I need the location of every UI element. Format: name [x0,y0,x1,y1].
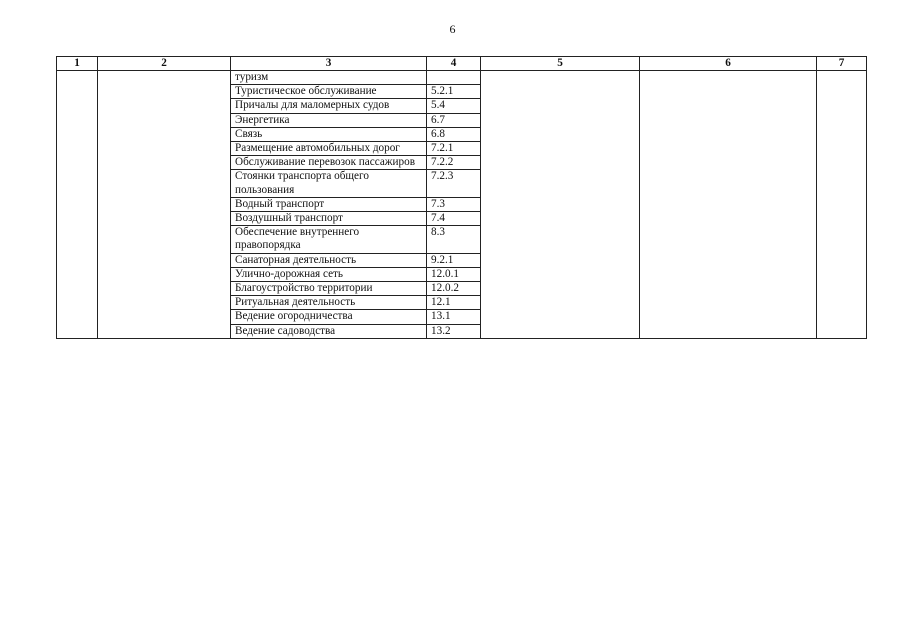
land-use-name-cell: Обслуживание перевозок пассажиров [231,156,427,170]
land-use-code-cell: 8.3 [427,226,481,253]
land-use-code-cell: 5.4 [427,99,481,113]
land-use-code-cell: 7.2.3 [427,170,481,197]
land-use-name-cell: Улично-дорожная сеть [231,267,427,281]
land-use-code-cell: 12.0.1 [427,267,481,281]
land-use-code-cell [427,71,481,85]
land-use-name-cell: Связь [231,127,427,141]
land-use-name-cell: туризм [231,71,427,85]
land-use-name-cell: Ведение огородничества [231,310,427,324]
land-use-name-cell: Воздушный транспорт [231,212,427,226]
column-5-cell [481,71,640,339]
column-header-6: 6 [640,57,817,71]
land-use-code-cell: 7.4 [427,212,481,226]
land-use-code-cell: 6.7 [427,113,481,127]
land-use-code-cell: 12.1 [427,296,481,310]
land-use-code-cell: 7.2.1 [427,142,481,156]
land-use-name-cell: Ритуальная деятельность [231,296,427,310]
land-use-code-cell: 7.3 [427,197,481,211]
land-use-code-cell: 9.2.1 [427,253,481,267]
land-use-code-cell: 13.1 [427,310,481,324]
column-header-5: 5 [481,57,640,71]
land-use-table [56,56,867,339]
land-use-name-cell: Причалы для маломерных судов [231,99,427,113]
table-row [57,71,867,85]
column-1-cell [57,71,98,339]
land-use-name-cell: Стоянки транспорта общего пользования [231,170,427,197]
land-use-name-cell: Туристическое обслуживание [231,85,427,99]
land-use-code-cell: 5.2.1 [427,85,481,99]
land-use-code-cell: 7.2.2 [427,156,481,170]
land-use-name-cell: Размещение автомобильных дорог [231,142,427,156]
column-2-cell [98,71,231,339]
column-header-4: 4 [427,57,481,71]
land-use-name-cell: Энергетика [231,113,427,127]
land-use-name-cell: Водный транспорт [231,197,427,211]
land-use-code-cell: 6.8 [427,127,481,141]
land-use-name-cell: Обеспечение внутреннего правопорядка [231,226,427,253]
land-use-name-cell: Благоустройство территории [231,282,427,296]
page-number: 6 [449,22,456,36]
table-body [57,71,867,339]
land-use-name-cell: Санаторная деятельность [231,253,427,267]
header-row [57,57,867,71]
land-use-code-cell: 13.2 [427,324,481,338]
column-6-cell [640,71,817,339]
column-7-cell [817,71,867,339]
column-header-7: 7 [817,57,867,71]
column-header-1: 1 [57,57,98,71]
land-use-name-cell: Ведение садоводства [231,324,427,338]
column-header-2: 2 [98,57,231,71]
land-use-code-cell: 12.0.2 [427,282,481,296]
column-header-3: 3 [231,57,427,71]
